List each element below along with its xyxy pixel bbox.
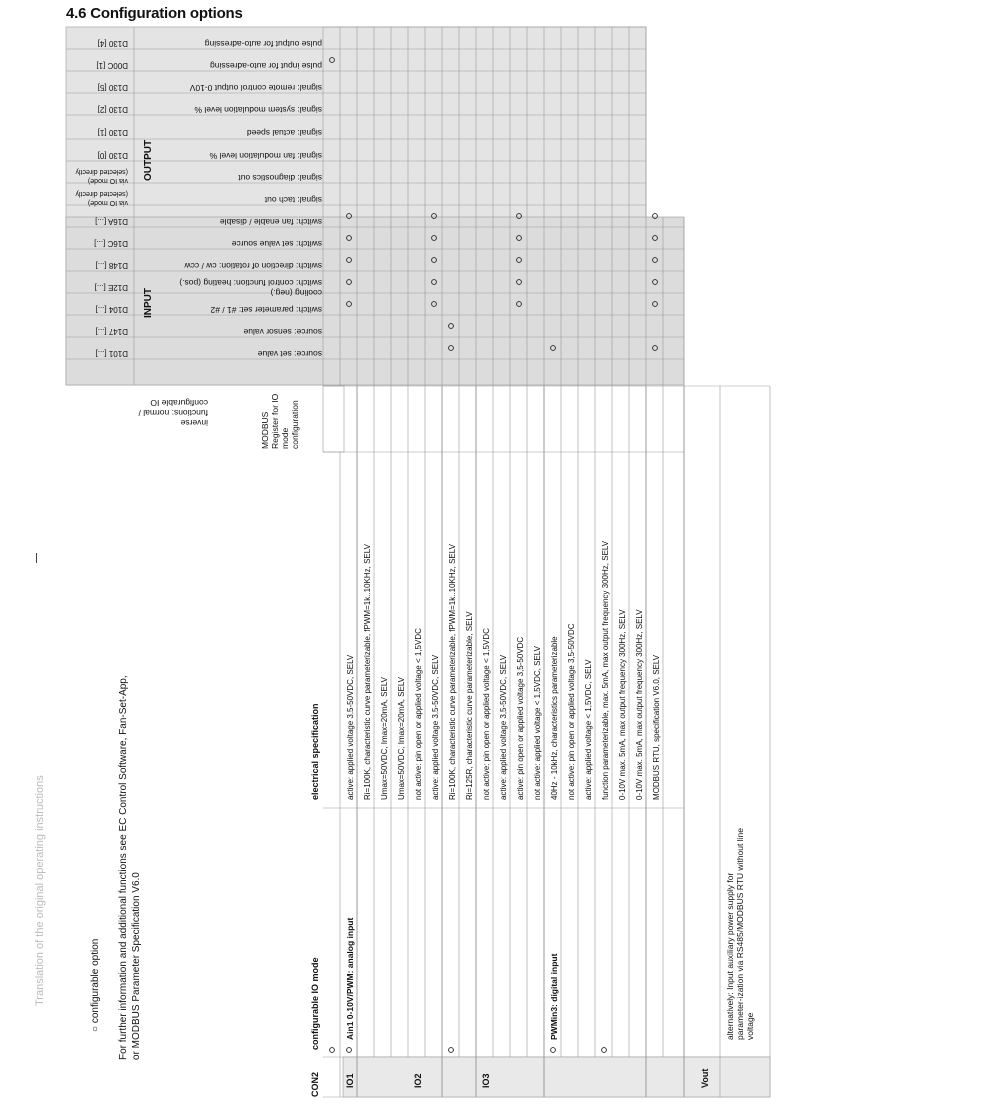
mode-option-mark (347, 1048, 352, 1053)
spec-header: electrical specification (310, 703, 320, 800)
function-name: source: sensor value (243, 327, 322, 337)
function-register: (selected directly (75, 168, 128, 175)
function-register: D130 [5] (97, 83, 128, 92)
electrical-spec: not active: pin open or applied voltage < 1,5VDC (414, 628, 423, 800)
function-name: switch: control function: heating (pos.) (179, 278, 322, 288)
function-name: source: set value (257, 349, 322, 359)
electrical-spec: 0-10V max. 5mA, max output frequency 300Hz, SELV (635, 609, 644, 800)
function-register-2: via IO mode) (87, 177, 128, 184)
electrical-spec: Ri=100K, characteristic curve parameterizable, fPWM=1k..10KHz, SELV (448, 544, 457, 800)
note-line-1: For further information and additional functions see EC Control Software, Fan-Set-App, (118, 675, 129, 1060)
function-name: switch: fan enable / disable (219, 217, 322, 227)
function-register-2: via IO mode) (87, 199, 128, 206)
function-register: D12E [...] (94, 283, 128, 292)
electrical-spec: 40Hz - 10kHz, characteristics parameterizable (550, 636, 559, 800)
function-register: D130 [0] (97, 151, 128, 160)
mode-option-mark (449, 1048, 454, 1053)
function-name: switch: parameter set: #1 / #2 (210, 305, 322, 315)
modbus-header-3: configuration (290, 400, 300, 449)
side-caption: Translation of the original operating instructions (34, 775, 46, 1006)
io-label-IO3: IO3 (481, 1073, 491, 1088)
modbus-header-1: Register for IO (270, 393, 280, 449)
modbus-header-0: MODBUS (260, 411, 270, 449)
con-label: CON2 (310, 1071, 320, 1097)
electrical-spec: not active: pin open or applied voltage 3,5-50VDC (567, 623, 576, 800)
io-label-vout: Vout (700, 1068, 710, 1088)
electrical-spec: MODBUS RTU, specification V6.0, SELV (652, 654, 661, 800)
legend-text: configurable option (90, 938, 101, 1024)
function-register: D130 [4] (97, 39, 128, 48)
electrical-spec: active: applied voltage 3.5-50VDC, SELV (346, 654, 355, 800)
io-label-IO2: IO2 (413, 1073, 423, 1088)
function-register: D130 [1] (97, 128, 128, 137)
io-mode-name: Ain1 0-10V/PWM: analog input (345, 917, 355, 1040)
mode-option-mark (602, 1048, 607, 1053)
function-register: D00C [1] (96, 61, 128, 70)
electrical-spec: Ri=100K, characteristic curve parameterizable, fPWM=1k..10KHz, SELV (363, 544, 372, 800)
function-name: signal: diagnostics out (238, 173, 322, 183)
function-name: signal: tach out (264, 195, 322, 205)
function-register: (selected directly (75, 190, 128, 197)
note-line-2: or MODBUS Parameter Specification V6.0 (131, 872, 142, 1060)
function-name-2: cooling (neg.) (270, 288, 322, 298)
mode-option-mark (551, 1048, 556, 1053)
function-register: D147 [...] (95, 327, 128, 336)
vout-description-1: parameter-ization via RS485/MODBUS RTU without line (735, 828, 745, 1040)
electrical-spec: active: pin open or applied voltage 3,5-50VDC (516, 636, 525, 800)
electrical-spec: Umax=50VDC, Imax=20mA, SELV (380, 676, 389, 800)
function-name: pulse output for auto-adressing (204, 39, 322, 49)
electrical-spec: function parameterizable, max. 5mA, max output frequency 300Hz, SELV (601, 540, 610, 800)
electrical-spec: not active: applied voltage < 1,5VDC, SELV (533, 646, 542, 800)
function-name: signal: system modulation level % (194, 105, 322, 115)
mode-option-mark (330, 1048, 335, 1053)
function-register: D16C [...] (94, 239, 128, 248)
function-name: switch: direction of rotation: cw / ccw (184, 261, 322, 271)
electrical-spec: not active: pin open or applied voltage < 1,5VDC (482, 628, 491, 800)
function-name: switch: set value source (231, 239, 322, 249)
vout-description-0: alternatively: Input auxiliary power supply for (725, 872, 735, 1040)
function-name: signal: fan modulation level % (209, 151, 322, 161)
input-label: INPUT (143, 288, 154, 318)
function-register: D16A [...] (95, 217, 128, 226)
function-register: D148 [...] (95, 261, 128, 270)
electrical-spec: Ri=125R, characteristic curve parameterizable, SELV (465, 611, 474, 800)
output-label: OUTPUT (143, 139, 154, 181)
electrical-spec: active: applied voltage 3,5-50VDC, SELV (499, 654, 508, 800)
electrical-spec: Umax=50VDC, Imax=20mA, SELV (397, 676, 406, 800)
register-cell (323, 386, 344, 452)
function-name: signal: actual speed (246, 128, 322, 138)
electrical-spec: active: applied voltage 3.5-50VDC, SELV (431, 654, 440, 800)
page-title: 4.6 Configuration options (66, 5, 243, 22)
function-register: D101 [...] (95, 349, 128, 358)
mode-header: configurable IO mode (310, 957, 320, 1050)
configurable-io-label-0: configurable IO (150, 398, 208, 408)
io-mode-name: PWMin3: digital input (549, 953, 559, 1040)
modbus-header-2: mode (280, 427, 290, 449)
legend-symbol: ○ (90, 1025, 101, 1032)
function-register: D130 [2] (97, 105, 128, 114)
function-register: D104 [...] (95, 305, 128, 314)
configurable-io-label-1: functions: normal / (138, 408, 208, 418)
io-label-IO1: IO1 (345, 1073, 355, 1088)
electrical-spec: active: applied voltage < 1,5VDC, SELV (584, 659, 593, 800)
vout-description-2: voltage (745, 1012, 755, 1040)
configurable-io-label-2: inverse (180, 418, 208, 428)
function-name: signal: remote control output 0-10V (189, 83, 322, 93)
input-header-band (66, 217, 684, 385)
function-name: pulse input for auto-adressing (210, 61, 322, 71)
electrical-spec: 0-10V max. 5mA, max output frequency 300Hz, SELV (618, 609, 627, 800)
